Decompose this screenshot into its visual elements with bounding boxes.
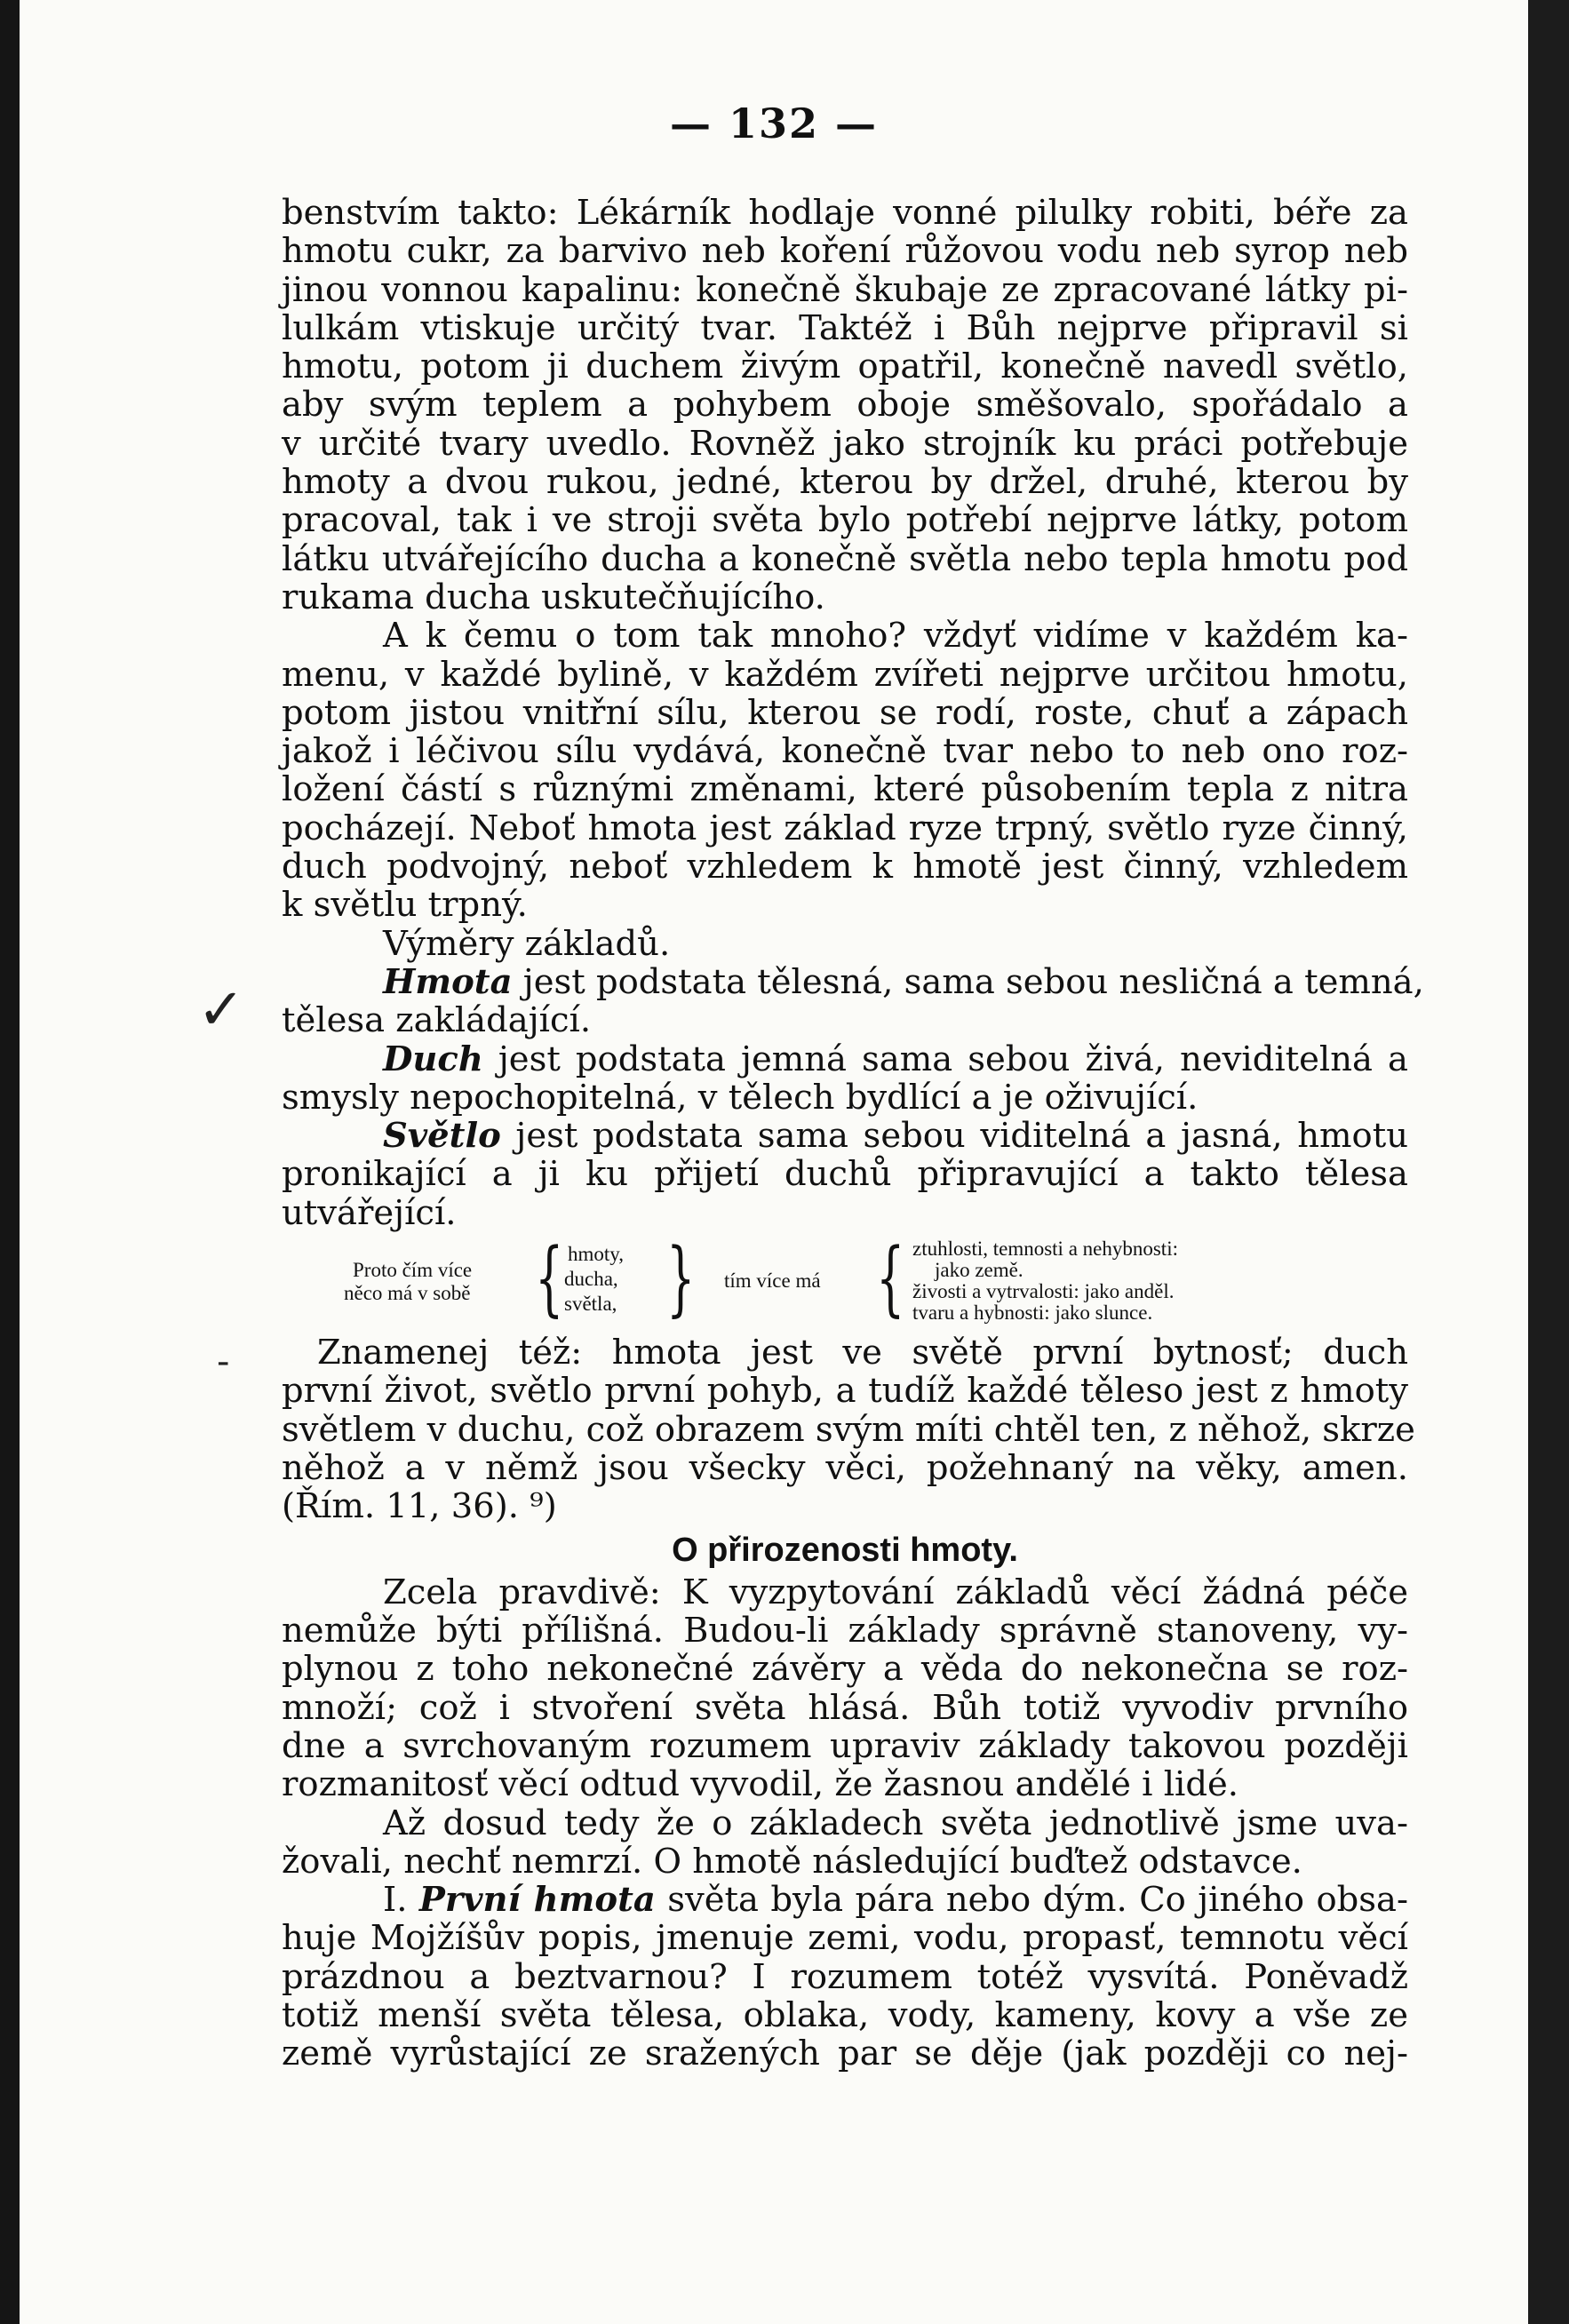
table-left-2: něco má v sobě (344, 1282, 471, 1305)
text-line: pracoval, tak i ve stroji světa bylo potřebí nejprve látky, potom (282, 500, 1408, 541)
margin-check-mark: ✓ (197, 977, 245, 1043)
table-result-3: živosti a vytrvalosti: jako anděl. (912, 1280, 1175, 1303)
text-line: prázdnou a beztvarnou? I rozumem totéž vysvítá. Poněvadž (282, 1956, 1408, 1997)
term-svetlo: Světlo (383, 1116, 501, 1157)
paragraph-1 (282, 194, 1408, 617)
numeral: I. (383, 1880, 419, 1921)
table-mid-2: ducha, (564, 1268, 618, 1291)
text-line: (Řím. 11, 36). ⁹) (282, 1486, 557, 1527)
text-line: smysly nepochopitelná, v tělech bydlící a je oživující. (282, 1077, 1199, 1118)
text-line: totiž menší světa tělesa, oblaka, vody, kameny, kovy a vše ze (282, 1995, 1408, 2036)
text-line: pronikající a ji ku přijetí duchů připravující a takto tělesa (282, 1154, 1408, 1195)
text-line: Znamenej též: hmota jest ve světě první bytnosť; duch (317, 1333, 1408, 1373)
text-line (282, 1881, 1408, 1919)
paragraph-2 (282, 617, 1408, 924)
paragraph-text: světa byla pára nebo dým. Co jiného obsa- (655, 1880, 1409, 1921)
text-line: aby svým teplem a pohybem oboje směšovalo, spořádalo a (282, 385, 1408, 426)
section-heading: O přirozenosti hmoty. (672, 1531, 1018, 1569)
text-line: plynou z toho nekonečné závěry a věda do nekonečna se roz- (282, 1649, 1408, 1690)
definition-duch (282, 1040, 1408, 1078)
text-line: A k čemu o tom tak mnoho? vždyť vidíme v každém ka- (383, 616, 1408, 657)
text-line: rozmanitosť věcí odtud vyvodil, že žasnou andělé i lidé. (282, 1764, 1239, 1805)
result-brace: { (876, 1230, 905, 1326)
text-line: utvářející. (282, 1192, 457, 1233)
term-prvni-hmota: První hmota (418, 1880, 656, 1921)
text-line: hmoty a dvou rukou, jedné, kterou by držel, druhé, kterou by (282, 462, 1408, 503)
text-line: země vyrůstající ze sražených par se děje (jak později co nej- (282, 2034, 1408, 2074)
text-line: benstvím takto: Lékárník hodlaje vonné pilulky robiti, béře za (282, 193, 1408, 233)
term-duch: Duch (383, 1039, 483, 1079)
text-line: Až dosud tedy že o základech světa jednotlivě jsme uva- (383, 1803, 1408, 1843)
table-left-1: Proto čím více (353, 1259, 473, 1282)
definition-text: jest podstata sama sebou viditelná a jasná, hmotu (500, 1116, 1408, 1157)
text-line: množí; což i stvoření světa hlásá. Bůh totiž vyvodiv prvního (282, 1687, 1408, 1728)
term-hmota: Hmota (383, 961, 513, 1002)
text-line: světlem v duchu, což obrazem svým míti chtěl ten, z něhož, skrze (282, 1409, 1415, 1450)
definition-text: jest podstata tělesná, sama sebou nesličná a temná, (512, 961, 1424, 1002)
text-line: jinou vonnou kapalinu: konečně škubaje ze zpracované látky pi- (282, 269, 1408, 310)
left-brace: { (535, 1230, 564, 1326)
text-line: huje Mojžíšův popis, jmenuje zemi, vodu, propasť, temnotu věcí (282, 1918, 1408, 1959)
paragraph-6 (282, 1881, 1408, 2073)
table-mid-1: hmoty, (568, 1243, 625, 1266)
definition-text: jest podstata jemná sama sebou živá, neviditelná a (482, 1039, 1408, 1079)
text-line: Zcela pravdivě: K vyzpytování základů věcí žádná péče (383, 1572, 1408, 1612)
text-line: něhož a v němž jsou všecky věci, požehnaný na věky, amen. (282, 1447, 1408, 1488)
text-line: menu, v každé bylině, v každém zvířeti nejprve určitou hmotu, (282, 654, 1408, 695)
table-center: tím více má (724, 1269, 821, 1293)
paragraph-3 (282, 1333, 1415, 1527)
text-line: v určité tvary uvedlo. Rovněž jako strojník ku práci potřebuje (282, 423, 1408, 464)
text-line: dne a svrchovaným rozumem upraviv základy takovou později (282, 1725, 1408, 1766)
text-line: rukama ducha uskutečňujícího. (282, 577, 825, 617)
text-line: duch podvojný, neboť vzhledem k hmotě jest činný, vzhledem (282, 847, 1408, 887)
book-page (20, 0, 1528, 2324)
text-line: hmotu, potom ji duchem živým opatřil, konečně navedl světlo, (282, 346, 1408, 387)
body-text (282, 193, 1424, 2074)
right-brace: } (666, 1230, 696, 1326)
text-line: ložení částí s různými změnami, které působením tepla z nitra (282, 769, 1408, 810)
text-line: látku utvářejícího ducha a konečně světla nebo tepla hmotu pod (282, 538, 1408, 579)
definition-svetlo (282, 1117, 1408, 1155)
table-result-1: ztuhlosti, temnosti a nehybnosti: (912, 1238, 1178, 1261)
margin-dash-mark: - (217, 1341, 230, 1382)
text-line: hmotu cukr, za barvivo neb koření růžovou vodu neb syrop neb (282, 231, 1408, 272)
definitions-heading: Výměry základů. (383, 923, 671, 964)
paragraph-4 (282, 1573, 1408, 1804)
table-result-2: jako země. (935, 1259, 1023, 1282)
text-line: lulkám vtiskuje určitý tvar. Taktéž i Bůh nejprve připravil si (282, 307, 1408, 348)
text-line: první život, světlo první pohyb, a tudíž každé těleso jest z hmoty (282, 1371, 1408, 1412)
table-result-4: tvaru a hybnosti: jako slunce. (912, 1301, 1153, 1325)
text-line: jakož i léčivou sílu vydává, konečně tvar nebo to neb ono roz- (282, 731, 1408, 772)
text-line: pocházejí. Neboť hmota jest základ ryze trpný, světlo ryze činný, (282, 808, 1408, 848)
page-number: — 132 — (669, 99, 879, 147)
text-line: nemůže býti přílišná. Budou-li základy správně stanoveny, vy- (282, 1611, 1408, 1651)
text-line: žovali, nechť nemrzí. O hmotě následující buďtež odstavce. (282, 1841, 1302, 1882)
paragraph-5 (282, 1804, 1408, 1882)
scan-border (1528, 0, 1569, 2324)
definition-hmota (282, 961, 1424, 1002)
text-line: k světlu trpný. (282, 885, 528, 926)
text-line: potom jistou vnitřní sílu, kterou se rodí, roste, chuť a zápach (282, 692, 1408, 733)
text-line: tělesa zakládající. (282, 1000, 592, 1041)
comparison-table (282, 1230, 1408, 1326)
table-mid-3: světla, (564, 1293, 617, 1316)
